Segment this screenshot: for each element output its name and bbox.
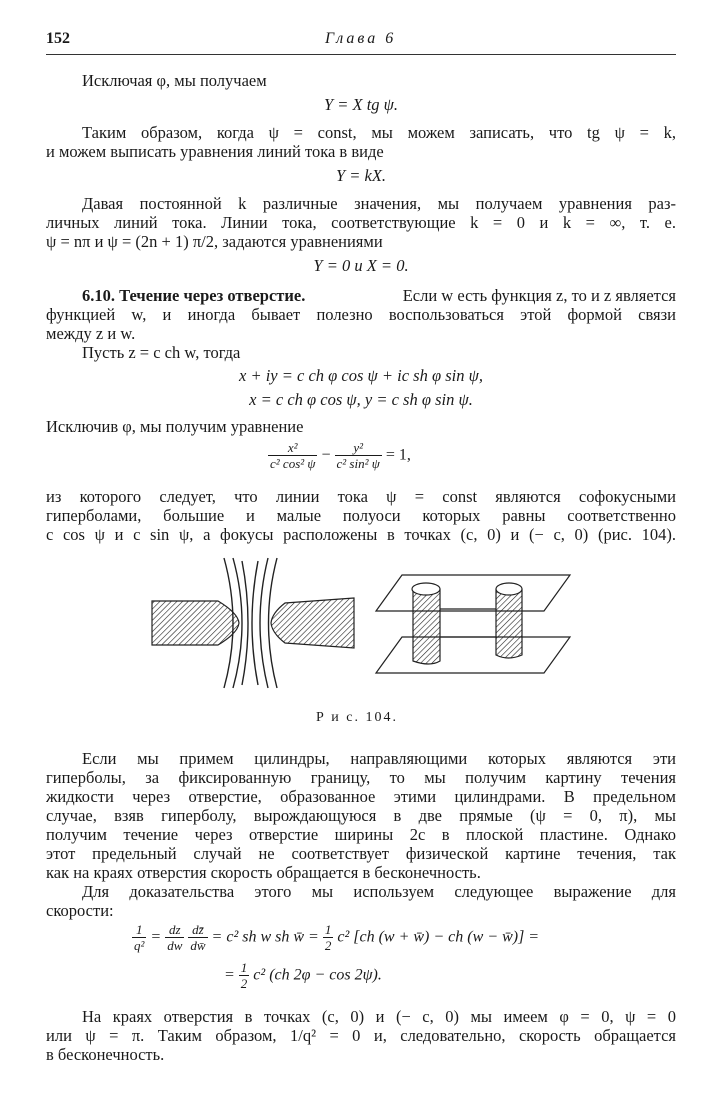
section-line4: Пусть z = c ch w, тогда [82, 343, 241, 362]
equation-y-xtg: Y = X tg ψ. [323, 95, 399, 114]
right-shaded-region [271, 598, 354, 648]
section-heading: 6.10. Течение через отверстие. [82, 286, 306, 305]
para5-line1: На краях отверстия в точках (c, 0) и (− c, 0) мы имеем φ = 0, ψ = 0 [82, 1007, 676, 1026]
left-shaded-region [152, 601, 239, 645]
section-line1-rest: Если w есть функция z, то и z является [402, 286, 676, 305]
equation-y0-x0: Y = 0 и X = 0. [313, 256, 409, 275]
section-first-line [82, 285, 676, 306]
para3-line2: личных линий тока. Линии тока, соответствующие k = 0 и k = ∞, т. е. [46, 213, 676, 232]
para1-intro: Исключая φ, мы получаем [82, 71, 267, 90]
para4-line2: гиперболы, за фиксированную границу, то мы получим картину течения [46, 768, 676, 787]
para4-line9: скорости: [46, 901, 114, 920]
para2-line1: Таким образом, когда ψ = const, мы можем записать, что tg ψ = k, [82, 123, 676, 142]
section-line7: гиперболами, большие и малые полуоси которых равны соответственно [46, 506, 676, 525]
streamline-4 [252, 561, 258, 685]
equation-hyperbola: $\frac{\text{x²}}{\text{c² cos² ψ}}$ − $\frac{\text{y²}}{\text{c² sin² ψ}}$ = 1, [270, 440, 411, 471]
cylinders-diagram [376, 575, 570, 673]
para4-line4: случае, взяв гиперболу, вырождающуюся в две прямые (ψ = 0, π), мы [46, 806, 676, 825]
section-line3: между z и w. [46, 324, 136, 343]
para5-line2: или ψ = π. Таким образом, 1/q² = 0 и, следовательно, скорость обращается [46, 1026, 676, 1045]
para4-line3: жидкости через отверстие, образованное этими цилиндрами. В предельном [46, 787, 676, 806]
equation-y-kx: Y = kX. [335, 166, 387, 185]
equation-speed-line1: $\frac{1}{\text{q²}}$ = $\frac{dz}{dw}$ $\frac{dz̄}{dw̄}$ = c² sh w sh w̄ = $\frac{1}{2}$ c² [ch (w + w̄) − ch (w − w̄)] = [134, 922, 540, 953]
fraction-y: $\frac{\text{y²}}{\text{c² sin² ψ}}$ [336, 440, 380, 471]
upper-plane [376, 575, 570, 611]
fraction-x: $\frac{\text{x²}}{\text{c² cos² ψ}}$ [270, 440, 316, 471]
para4-line7: как на краях отверстия скорость обращается в бесконечность. [46, 863, 481, 882]
header-rule [46, 54, 676, 55]
section-line2: функцией w, и иногда бывает полезно воспользоваться этой формой связи [46, 305, 676, 324]
para3-line1: Давая постоянной k различные значения, мы получаем уравнения раз- [82, 194, 676, 213]
lower-plane [376, 637, 570, 673]
para4-line6: этот предельный случай не соответствует физической картине течения, так [46, 844, 676, 863]
figure-104 [140, 553, 585, 703]
figure-caption: Р и с. 104. [316, 710, 398, 725]
para5-line3: в бесконечность. [46, 1045, 165, 1064]
section-line8: c cos ψ и c sin ψ, а фокусы расположены в точках (c, 0) и (− c, 0) (рис. 104). [46, 525, 676, 544]
equation-complex: x + iy = c ch φ cos ψ + ic sh φ sin ψ, [239, 366, 483, 385]
running-head: Глава 6 [325, 30, 397, 47]
right-cylinder [496, 585, 522, 658]
equation-speed-line2: = $\frac{1}{2}$ c² (ch 2φ − cos 2ψ). [224, 960, 382, 991]
section-line5: Исключив φ, мы получим уравнение [46, 417, 304, 436]
para4-line8: Для доказательства этого мы используем следующее выражение для [82, 882, 676, 901]
page-number: 152 [46, 30, 70, 47]
equation-xy: x = c ch φ cos ψ, y = c sh φ sin ψ. [249, 390, 473, 409]
hyperbola-diagram [152, 558, 354, 688]
para2-line2: и можем выписать уравнения линий тока в виде [46, 142, 384, 161]
streamline-5 [260, 558, 268, 688]
streamline-3 [242, 561, 248, 685]
para3-line3: ψ = nπ и ψ = (2n + 1) π/2, задаются уравнениями [46, 232, 383, 251]
para4-line1: Если мы примем цилиндры, направляющими которых являются эти [82, 749, 676, 768]
left-cylinder [413, 585, 440, 664]
para4-line5: получим течение через отверстие ширины 2c в плоской пластине. Однако [46, 825, 676, 844]
section-line6: из которого следует, что линии тока ψ = const являются софокусными [46, 487, 676, 506]
